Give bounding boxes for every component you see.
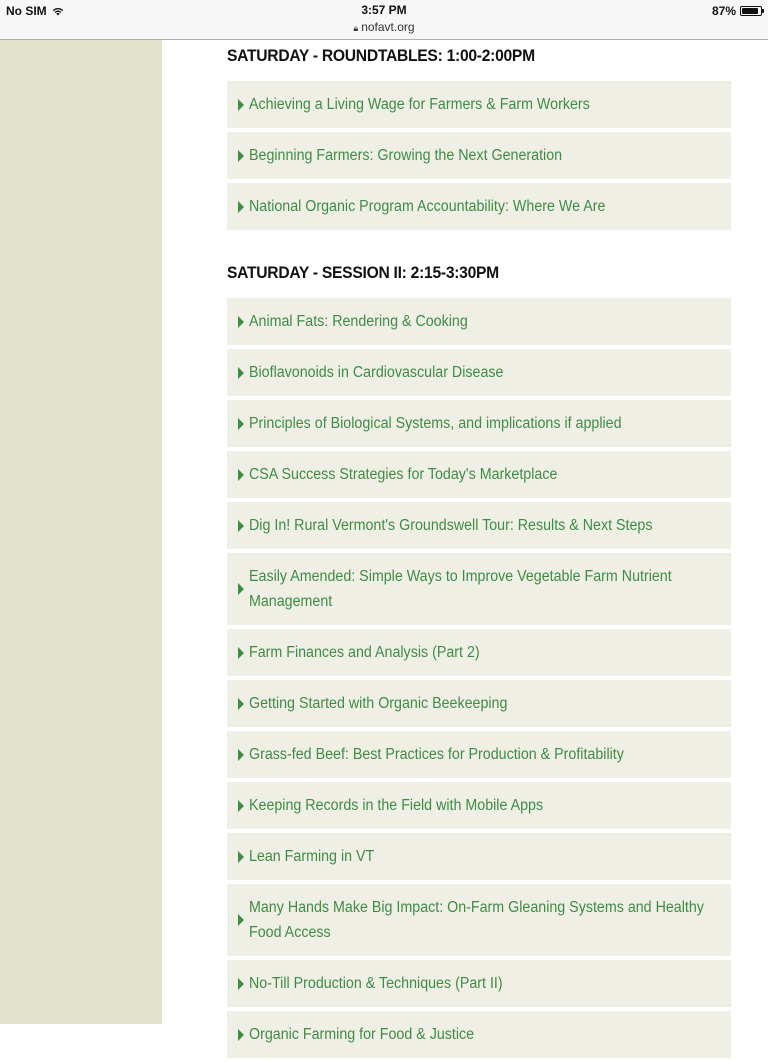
- caret-right-icon: [238, 150, 244, 162]
- session-ii-list: [227, 298, 731, 1062]
- caret-right-icon: [238, 583, 244, 595]
- caret-right-icon: [238, 914, 244, 926]
- accordion-item-title: Achieving a Living Wage for Farmers & Farm Workers: [249, 96, 590, 113]
- caret-right-icon: [238, 851, 244, 863]
- accordion-item[interactable]: [227, 298, 731, 345]
- caret-right-icon: [238, 99, 244, 111]
- accordion-item[interactable]: [227, 1011, 731, 1058]
- accordion-item-title: No-Till Production & Techniques (Part II): [249, 975, 503, 992]
- accordion-item-title: Bioflavonoids in Cardiovascular Disease: [249, 364, 504, 381]
- caret-right-icon: [238, 469, 244, 481]
- accordion-item[interactable]: [227, 81, 731, 128]
- section-heading-session-ii: SATURDAY - SESSION II: 2:15-3:30PM: [227, 263, 499, 282]
- accordion-item[interactable]: [227, 349, 731, 396]
- battery-status: [712, 4, 762, 18]
- lock-icon: 🔒︎: [353, 23, 359, 33]
- address-bar[interactable]: [0, 20, 768, 34]
- accordion-item-title: Farm Finances and Analysis (Part 2): [249, 644, 480, 661]
- accordion-item-title: Organic Farming for Food & Justice: [249, 1026, 475, 1043]
- accordion-item-title: Many Hands Make Big Impact: On-Farm Gleaning Systems and Healthy Food Access: [249, 899, 704, 941]
- caret-right-icon: [238, 698, 244, 710]
- accordion-item[interactable]: [227, 960, 731, 1007]
- accordion-item-title: Beginning Farmers: Growing the Next Generation: [249, 147, 563, 164]
- carrier-label: No SIM: [6, 4, 47, 18]
- accordion-item[interactable]: [227, 183, 731, 230]
- caret-right-icon: [238, 749, 244, 761]
- accordion-item[interactable]: [227, 833, 731, 880]
- battery-percent: 87%: [711, 4, 736, 18]
- accordion-item-title: Easily Amended: Simple Ways to Improve Vegetable Farm Nutrient Management: [249, 568, 672, 610]
- accordion-item-title: Animal Fats: Rendering & Cooking: [249, 313, 468, 330]
- accordion-item[interactable]: [227, 400, 731, 447]
- url-text: nofavt.org: [361, 20, 415, 34]
- status-bar: [0, 0, 768, 40]
- accordion-item-title: Grass-fed Beef: Best Practices for Production & Profitability: [249, 746, 624, 763]
- caret-right-icon: [238, 520, 244, 532]
- caret-right-icon: [238, 978, 244, 990]
- sidebar: [0, 40, 162, 1024]
- accordion-item-title: National Organic Program Accountability: Where We Are: [249, 198, 606, 215]
- caret-right-icon: [238, 1029, 244, 1041]
- accordion-item[interactable]: [227, 731, 731, 778]
- accordion-item-title: CSA Success Strategies for Today's Marketplace: [249, 466, 558, 483]
- accordion-item[interactable]: [227, 451, 731, 498]
- accordion-item[interactable]: [227, 502, 731, 549]
- accordion-item-title: Dig In! Rural Vermont's Groundswell Tour: Results & Next Steps: [249, 517, 653, 534]
- accordion-item-title: Principles of Biological Systems, and implications if applied: [249, 415, 622, 432]
- accordion-item-title: Keeping Records in the Field with Mobile Apps: [249, 797, 544, 814]
- caret-right-icon: [238, 201, 244, 213]
- accordion-item[interactable]: [227, 629, 731, 676]
- roundtables-list: [227, 81, 731, 234]
- caret-right-icon: [238, 800, 244, 812]
- accordion-item[interactable]: [227, 884, 731, 956]
- accordion-item[interactable]: [227, 553, 731, 625]
- accordion-item[interactable]: [227, 782, 731, 829]
- accordion-item-title: Lean Farming in VT: [249, 848, 375, 865]
- caret-right-icon: [238, 418, 244, 430]
- caret-right-icon: [238, 316, 244, 328]
- caret-right-icon: [238, 647, 244, 659]
- accordion-item-title: Getting Started with Organic Beekeeping: [249, 695, 508, 712]
- section-heading-roundtables: SATURDAY - ROUNDTABLES: 1:00-2:00PM: [227, 46, 535, 65]
- accordion-item[interactable]: [227, 680, 731, 727]
- caret-right-icon: [238, 367, 244, 379]
- battery-icon: [740, 6, 762, 16]
- clock: 3:57 PM: [361, 3, 407, 17]
- accordion-item[interactable]: [227, 132, 731, 179]
